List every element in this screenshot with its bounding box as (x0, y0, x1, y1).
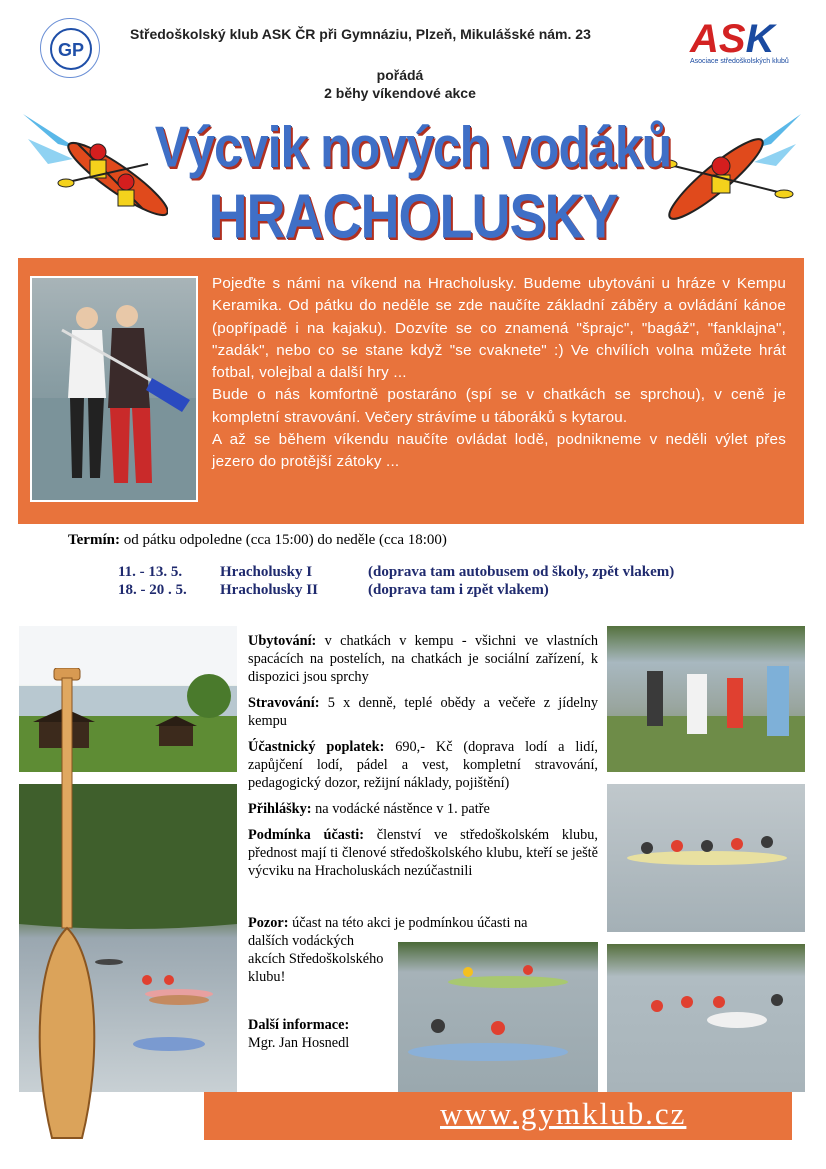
contact-name: Mgr. Jan Hosnedl (248, 1035, 350, 1051)
run-transport: (doprava tam autobusem od školy, zpět vlakem) (368, 564, 675, 580)
info-registration: Přihlášky: na vodácké nástěnce v 1. patře (248, 801, 490, 817)
gymnazium-logo (40, 18, 100, 78)
photo-group-shore (607, 626, 805, 772)
hosts-text (300, 66, 500, 102)
run-place: Hracholusky I (220, 564, 313, 580)
paddle-illustration (28, 668, 108, 1148)
intro-paragraph-3: A až se během víkendu naučíte ovládat lodě, podnikneme v neděli výlet přes jezero do protější zátoky ... (212, 431, 786, 471)
info-note-continued: dalších vodáckých akcích Středoškolského klubu! (248, 933, 384, 985)
termin-text: od pátku odpoledne (cca 15:00) do neděle (cca 18:00) (123, 532, 447, 548)
intro-text (212, 273, 786, 474)
ask-logo-subtitle: Asociace středoškolských klubů (690, 58, 789, 65)
run-dates: 18. - 20 . 5. (118, 582, 187, 598)
info-contact (248, 1016, 398, 1052)
info-fee: Účastnický poplatek: 690,- Kč (doprava lodí a lidí, zapůjčení lodí, pádel a vest, kompletní stravování, pedagogický dozor, režijní náklady, pojištění) (248, 739, 599, 791)
contact-label: Další informace: (248, 1017, 350, 1033)
run-dates: 11. - 13. 5. (118, 564, 183, 580)
hosts-line-1: pořádá (376, 67, 424, 83)
ask-logo (690, 17, 790, 70)
photo-canoes-paddling (398, 942, 598, 1092)
info-note (248, 914, 588, 932)
ask-logo-text: ASK (690, 17, 775, 61)
run-transport: (doprava tam i zpět vlakem) (368, 582, 549, 598)
runs-list (118, 563, 674, 599)
info-meals: Stravování: 5 x denně, teplé obědy a večeře z jídelny kempu (248, 695, 598, 729)
hosts-line-2: 2 běhy víkendové akce (324, 85, 476, 101)
intro-paragraph-1: Pojeďte s námi na víkend na Hracholusky. Budeme ubytováni u hráze v Kempu Keramika. Od pátku do neděle se zde naučíte základní záběry a ovládání kánoe (popřípadě i na kajaku). Dozvíte se co znamená "šprajc", "bagáž", "fanklajna", "zadák", nebo co se stane když "se cvaknete" :) Ve chvílích volna můžete hrát fotbal, volejbal a další hry ... (212, 275, 786, 382)
photo-canoe-water (607, 784, 805, 932)
info-block (248, 632, 598, 888)
intro-paragraph-2: Bude o nás komfortně postaráno (spí se v chatkách se sprchou), v ceně je kompletní stravování. Večery strávíme u táboráků s kytarou. (212, 386, 786, 426)
photo-capsized-canoe (607, 944, 805, 1092)
note-label: Pozor: (248, 915, 289, 931)
run-row (118, 581, 674, 599)
termin (68, 532, 447, 549)
note-text: účast na této akci je podmínkou účasti na (292, 915, 528, 931)
organizer-line: Středoškolský klub ASK ČR při Gymnáziu, Plzeň, Mikulášské nám. 23 (130, 26, 591, 42)
title-line-1: Výcvik nových vodáků (154, 114, 672, 180)
run-row (118, 563, 674, 581)
website-link[interactable]: www.gymklub.cz (440, 1096, 687, 1131)
title-line-2: HRACHOLUSKY (208, 182, 618, 252)
intro-photo (30, 276, 198, 502)
termin-label: Termín: (68, 532, 120, 548)
info-condition: Podmínka účasti: členství ve středoškolském klubu, přednost mají ti členové středoškolského klubu, kteří se ještě výcviku na Hracholuskách nezúčastnili (248, 827, 599, 879)
run-place: Hracholusky II (220, 582, 318, 598)
info-accommodation: Ubytování: v chatkách v kempu - všichni ve vlastních spacácích na postelích, na chatkách je sociální zařízení, k dispozici jsou sprchy (248, 633, 598, 685)
svg-text:GP: GP (57, 40, 85, 60)
